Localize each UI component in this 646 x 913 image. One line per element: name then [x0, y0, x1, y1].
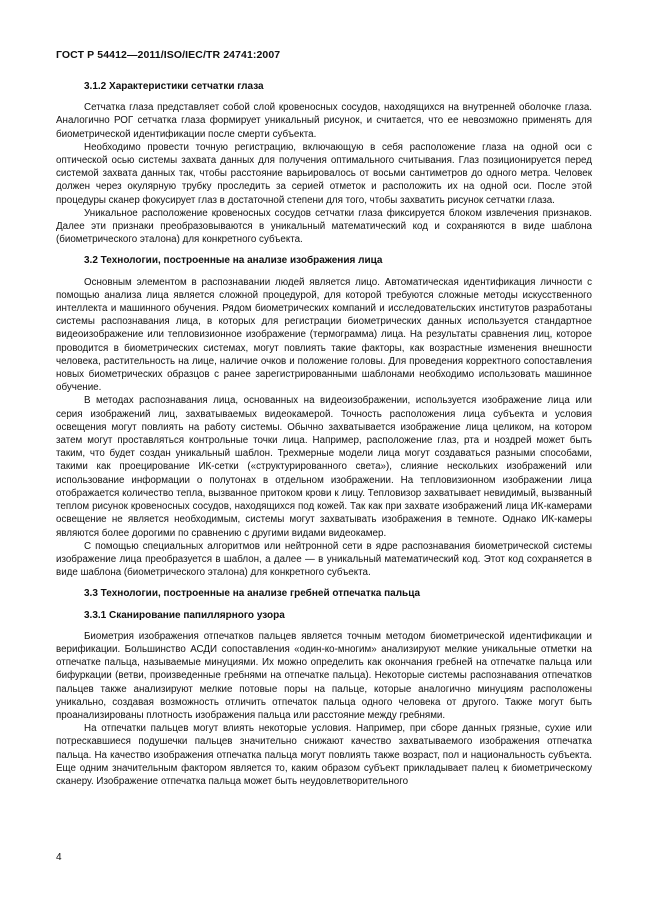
document-header: ГОСТ Р 54412—2011/ISO/IEC/TR 24741:2007 — [56, 49, 281, 61]
section-heading-3-3-1: 3.3.1 Сканирование папиллярного узора — [84, 609, 285, 621]
section-heading-3-1-2: 3.1.2 Характеристики сетчатки глаза — [84, 81, 264, 92]
paragraph: Уникальное расположение кровеносных сосудов сетчатки глаза фиксируется блоком извлечения признаков. Далее эти признаки преобразовываются в уникальный математический код и сохраняются в виде шаблона (биометрического эталона) для конкретного субъекта. — [56, 207, 592, 246]
section-heading-3-2: 3.2 Технологии, построенные на анализе изображения лица — [84, 255, 383, 267]
paragraph: Необходимо провести точную регистрацию, включающую в себя расположение глаза на одной оси с оптической осью системы захвата данных для получения оптимального считывания. Глаз позиционируется перед системой захвата данных так, чтобы расстояние варьировалось от восьми сантиметров до одного метра. Человек должен через окулярную трубку проследить за серией отметок и расположить их на одной оси. После этой процедуры сканер фокусирует глаз в достаточной степени для того, чтобы захватить рисунок сетчатки глаза. — [56, 141, 592, 206]
paragraph: Биометрия изображения отпечатков пальцев является точным методом биометрической идентификации и верификации. Большинство АСДИ сопоставления «один-ко-многим» анализируют мелкие уникальные отметки на отпечатке пальца, называемые минуциями. Их можно определить как окончания гребней на отпечатке пальца или бифуркации (ветви, произведенные гребнями на отпечатке пальца). Некоторые системы распознавания отпечатков пальцев также анализируют мелкие потовые поры на пальце, которые аналогично минуциям расположены уникально, создавая возможность отличить отпечаток пальца одного человека от другого. Также могут быть проанализированы плотность изображения пальца или расстояние между гребнями. — [56, 630, 592, 721]
page-number: 4 — [56, 852, 62, 863]
paragraph: В методах распознавания лица, основанных на видеоизображении, используется изображение лица или серия изображений лиц, захватываемых видеокамерой. Точность расположения лица субъекта и условия освещения могут повлиять на работу системы. Обычно захватывается изображение лица целиком, на котором затем могут проставляться контрольные точки лица. Например, расположение глаз, рта и ноздрей может быть таким, что будет создан уникальный шаблон. Трехмерные модели лица могут создаваться разными способами, такими как проецирование ИК-сетки («структурированного света»), слияние нескольких изображений или использование информации о полутонах в отдельном изображении. На тепловизионном изображении лица отображается количество тепла, вызванное притоком крови к лицу. Тепловизор захватывает невидимый, вызванный теплом рисунок кровеносных сосудов, находящихся под кожей. Так как при захвате изображений лица ИК-камерами освещение не является необходимым, системы могут захватывать изображения в темноте. Однако ИК-камеры являются более дорогими по сравнению с другими видами видеокамер. — [56, 395, 592, 539]
paragraph: Сетчатка глаза представляет собой слой кровеносных сосудов, находящихся на внутренней оболочке глаза. Аналогично РОГ сетчатка глаза формирует уникальный рисунок, и считается, что ее невозможно применять для биометрической идентификации после смерти субъекта. — [56, 102, 592, 140]
document-body — [56, 80, 592, 788]
section-heading-3-3: 3.3 Технологии, построенные на анализе гребней отпечатка пальца — [84, 588, 421, 600]
paragraph: На отпечатки пальцев могут влиять некоторые условия. Например, при сборе данных грязные, сухие или потрескавшиеся подушечки пальцев значительно снижают качество захватываемого изображения отпечатка пальца. На качество изображения отпечатка пальца могут повлиять также возраст, пол и национальность субъекта. Еще одним значительным фактором является то, каким образом субъект прикладывает палец к биометрическому сканеру. Изображение отпечатка пальца может быть неудовлетворительного — [56, 723, 592, 787]
paragraph: Основным элементом в распознавании людей является лицо. Автоматическая идентификация личности с помощью анализа лица является сложной процедурой, для которой требуются сложные методы искусственного интеллекта и машинного обучения. Рядом биометрических компаний и исследовательских институтов разработаны системы распознавания лица, в которых для регистрации биометрических данных используется стандартное видеоизображение или тепловизионное изображение (термограмма) лица. На результаты сравнения лиц, которое проводится в биометрических системах, могут повлиять такие факторы, как возрастные изменения внешности человека, растительность на лице, наличие очков и положение головы. Для проведения корректного сопоставления новых биометрических образцов с ранее зарегистрированными шаблонами необходимо использовать машинное обучение. — [56, 276, 592, 394]
paragraph: С помощью специальных алгоритмов или нейтронной сети в ядре распознавания биометрической системы изображение лица преобразуется в шаблон, а далее — в уникальный математический код. Этот код сохраняется в виде шаблона (биометрического эталона) для конкретного субъекта. — [56, 540, 592, 579]
